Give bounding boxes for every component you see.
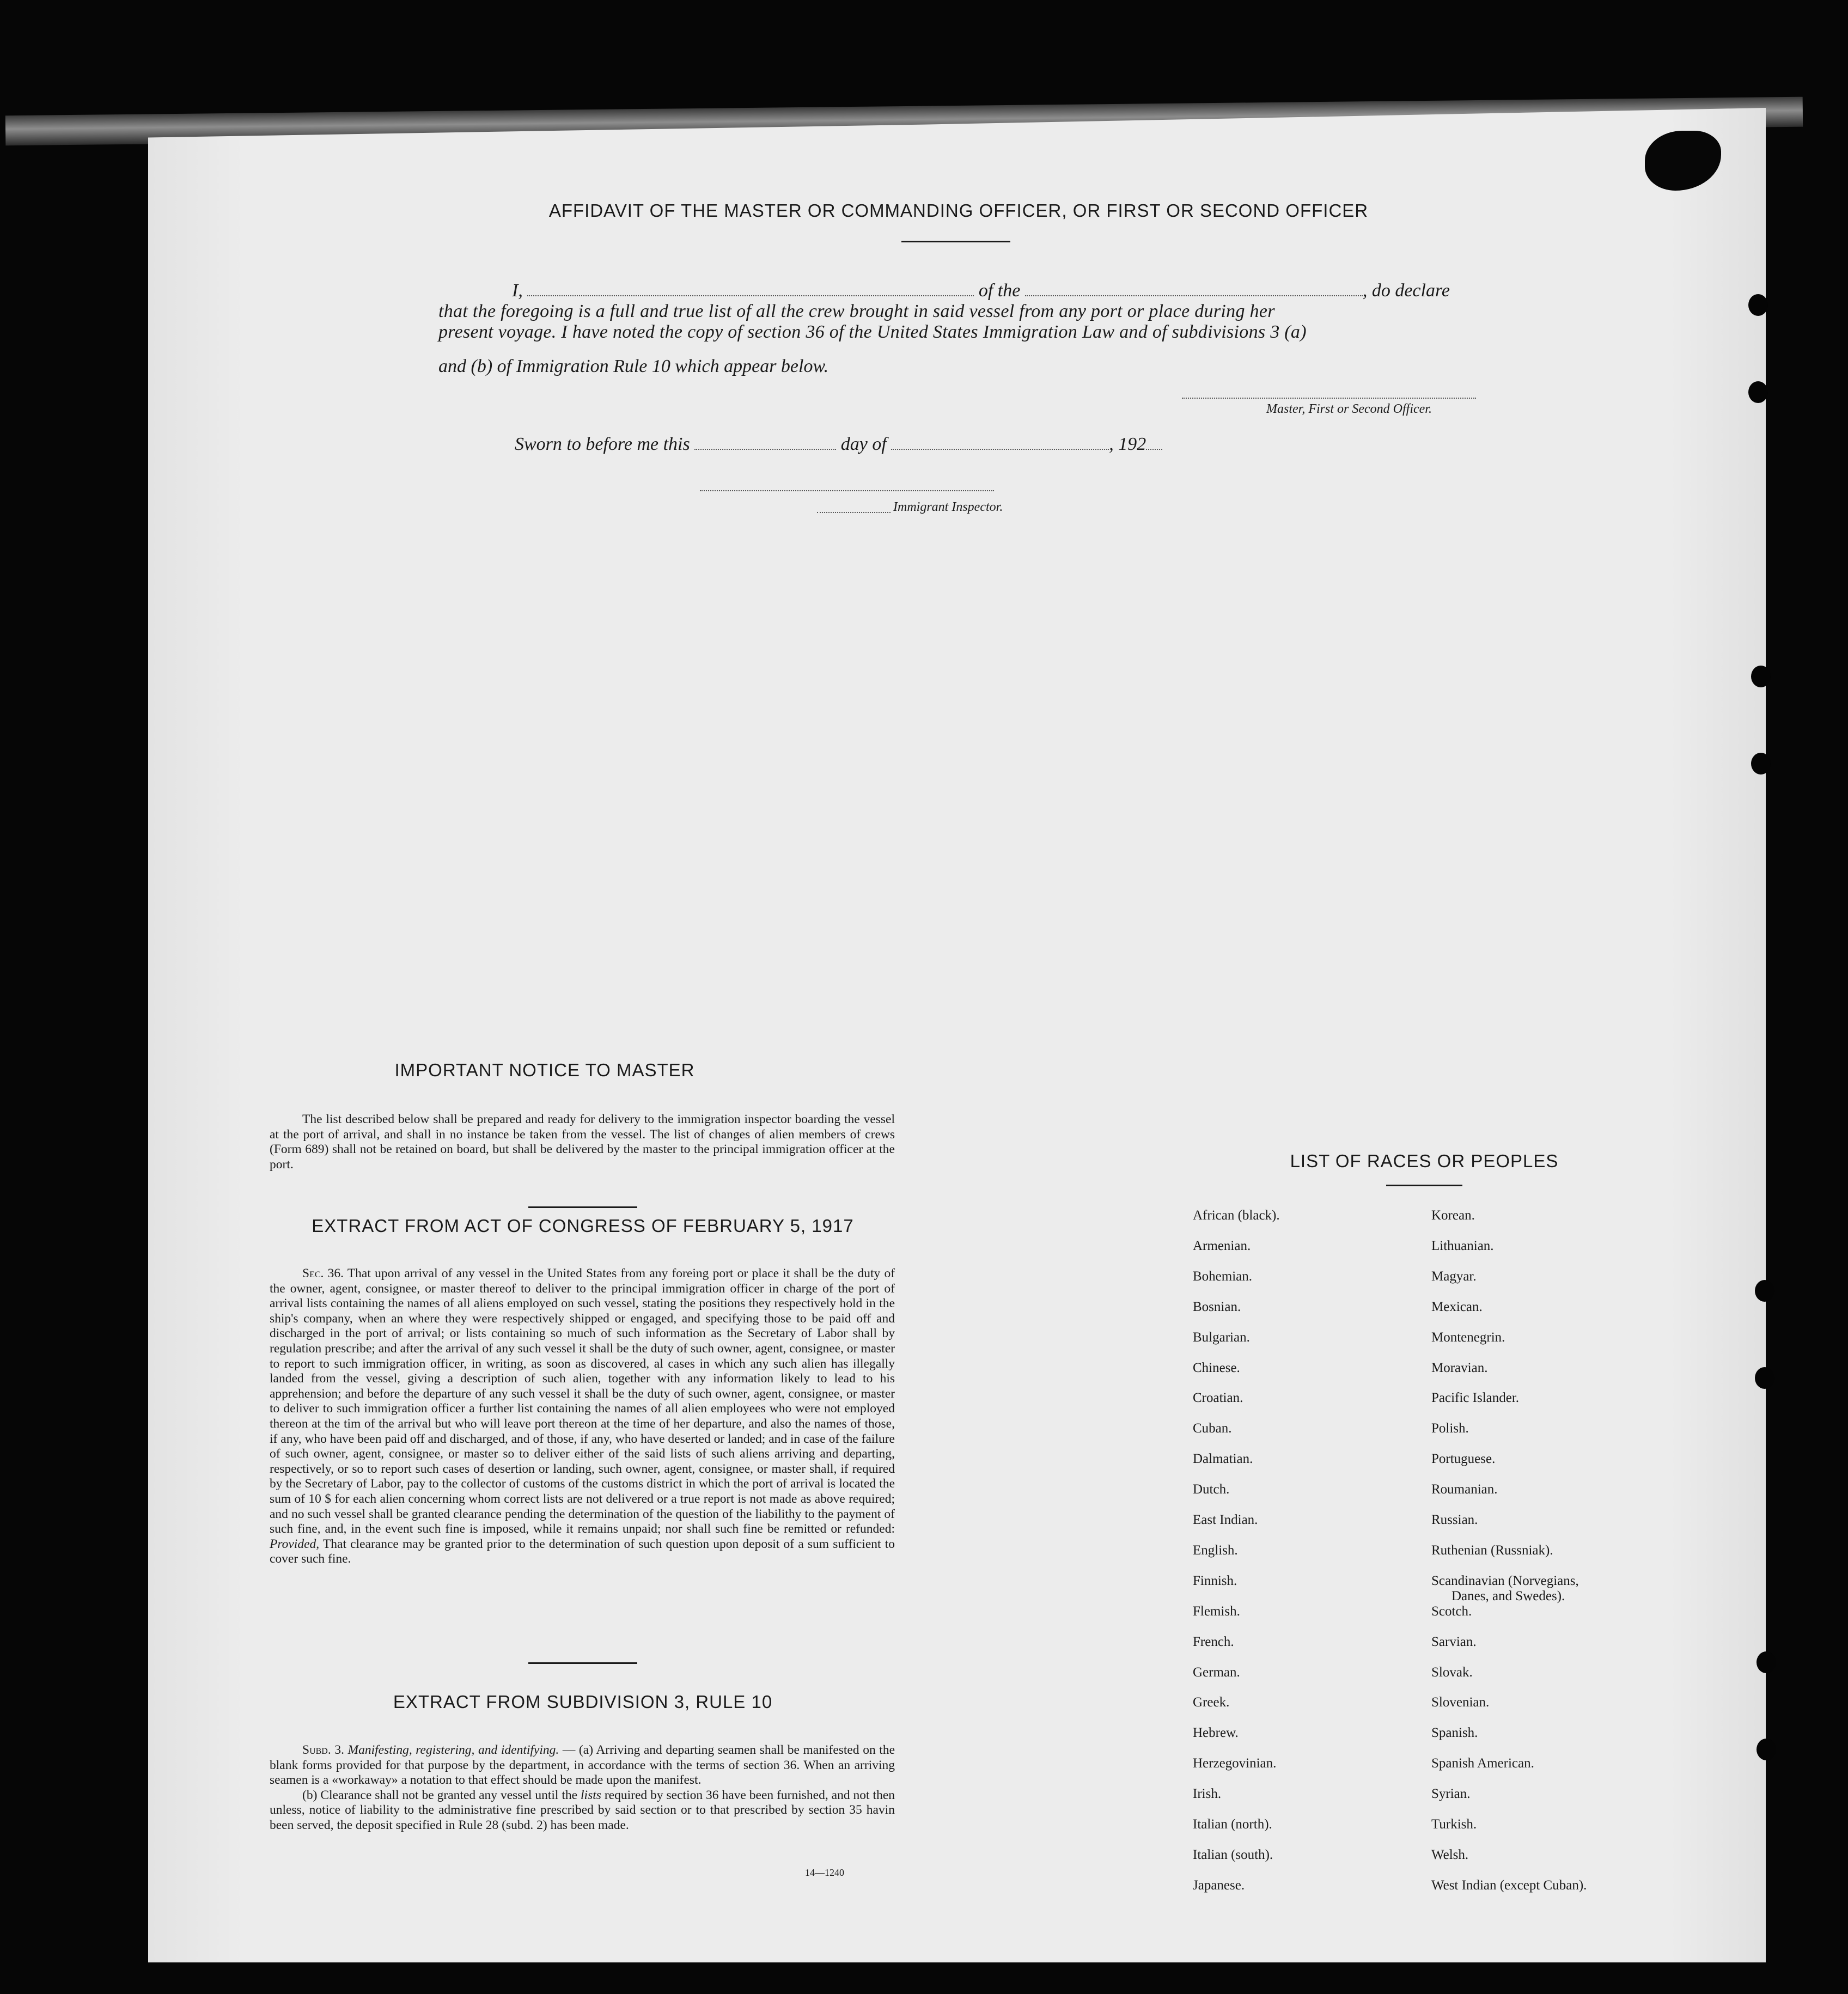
race-item: Welsh.	[1431, 1847, 1469, 1862]
race-item: Herzegovinian.	[1193, 1756, 1277, 1771]
race-item: Scotch.	[1431, 1603, 1472, 1619]
rule-para-b-end: required by section 36 have been furnished, and not then unless, notice of liability to the administrative fine prescribed by said section or to that prescribed by section 35 havin been served, the deposit specified in Rule 28 (subd. 2) has been made.	[270, 1788, 895, 1832]
race-item: Bosnian.	[1193, 1299, 1241, 1314]
races-title-rule	[1386, 1185, 1462, 1186]
affidavit-of-the: of the	[978, 280, 1021, 301]
race-item: Japanese.	[1193, 1877, 1245, 1893]
race-item: Flemish.	[1193, 1603, 1240, 1619]
race-item: Hebrew.	[1193, 1725, 1239, 1741]
rule-para-b-start: (b) Clearance shall not be granted any vessel until the	[302, 1788, 578, 1802]
affidavit-title: AFFIDAVIT OF THE MASTER OR COMMANDING OFFICER, OR FIRST OR SECOND OFFICER	[548, 200, 1369, 221]
punch-hole	[1756, 1651, 1776, 1673]
race-item: Lithuanian.	[1431, 1238, 1494, 1253]
act-body-end: That clearance may be granted prior to the determination of such question upon deposit of a sum sufficient to cover such fine.	[270, 1536, 895, 1566]
year-text: , 192	[1109, 434, 1146, 454]
race-item: Korean.	[1431, 1208, 1475, 1223]
act-title-rule	[528, 1206, 637, 1208]
rule-para-a: — (a) Arriving and departing seamen shall be manifested on the blank forms provided for that purpose by the department, in accordance with the terms of section 36. When an arriving seamen is a «workaway» a notation to that effect should be made upon the manifest.	[270, 1743, 895, 1788]
affidavit-line-2: that the foregoing is a full and true list of all the crew brought in said vessel from any port or place during her	[438, 301, 1275, 321]
form-number: 14—1240	[805, 1867, 844, 1878]
affidavit-declare: , do declare	[1362, 280, 1450, 301]
race-item: Pacific Islander.	[1431, 1391, 1520, 1406]
race-item: Scandinavian (Norvegians,	[1431, 1573, 1579, 1588]
punch-hole	[1755, 1367, 1774, 1389]
affidavit-line-4: and (b) of Immigration Rule 10 which appear below.	[438, 356, 829, 376]
race-item: Bulgarian.	[1193, 1330, 1250, 1345]
inspector-leader	[817, 512, 891, 513]
vessel-field[interactable]	[1025, 295, 1363, 296]
sworn-day-field[interactable]	[694, 449, 836, 450]
rule-subd-title: Manifesting, registering, and identifying.	[347, 1743, 559, 1757]
punch-hole	[1748, 294, 1768, 316]
punch-hole	[1751, 753, 1771, 775]
race-item: Spanish American.	[1431, 1756, 1534, 1771]
punch-hole	[1755, 1280, 1774, 1302]
race-item: Dutch.	[1193, 1482, 1230, 1497]
race-item: Finnish.	[1193, 1573, 1237, 1588]
rule-para-b-lists: lists	[581, 1788, 601, 1802]
race-item: East Indian.	[1193, 1513, 1258, 1527]
name-field[interactable]	[527, 295, 974, 296]
race-item: Slovenian.	[1431, 1695, 1490, 1710]
race-item: Syrian.	[1431, 1786, 1471, 1802]
race-item: Italian (north).	[1193, 1817, 1272, 1832]
rule-title-rule	[528, 1662, 637, 1664]
races-title: LIST OF RACES OR PEOPLES	[1290, 1151, 1559, 1171]
race-item: West Indian (except Cuban).	[1431, 1877, 1587, 1893]
act-text	[270, 1266, 895, 1567]
day-of-text: day of	[840, 434, 887, 454]
race-item: Slovak.	[1431, 1664, 1473, 1680]
race-item: Russian.	[1431, 1513, 1478, 1527]
notice-text	[270, 1112, 895, 1172]
rule-title: EXTRACT FROM SUBDIVISION 3, RULE 10	[393, 1692, 773, 1712]
race-item: Armenian.	[1193, 1238, 1251, 1253]
race-item: Greek.	[1193, 1695, 1230, 1710]
race-item: Polish.	[1431, 1421, 1469, 1436]
sworn-text: Sworn to before me this	[515, 434, 690, 454]
race-item: German.	[1193, 1664, 1240, 1680]
signature-label: Master, First or Second Officer.	[1266, 402, 1432, 416]
race-item: Dalmatian.	[1193, 1452, 1253, 1467]
race-item: Cuban.	[1193, 1421, 1232, 1436]
race-item: Moravian.	[1431, 1360, 1488, 1375]
race-item: Turkish.	[1431, 1817, 1477, 1832]
act-body: That upon arrival of any vessel in the United States from any foreing port or place it shall be the duty of the owner, agent, consignee, or master thereof to deliver to the principal immigration officer in charge of the port of arrival lists containing the names of all aliens employed on such vessel, stating the positions they respectively hold in the ship's company, when an where they were respectively shipped or engaged, and specifying those to be paid off and discharged in the port of arrival; or lists containing so much of such information as the Secretary of Labor shall by regulation prescribe; and after the arrival of any such vessel it shall be the duty of such owner, agent, consignee, or master to report to such immigration officer, in writing, as soon as discovered, al cases in which any such alien has illegally landed from the vessel, giving a description of such alien, together with any information likely to lead to his apprehension; and before the departure of any such vessel it shall be the duty of such owner, agent, consignee, or master to deliver to such immigration officer a further list containing the names of all alien employees who were not employed thereon at the tim of the arrival but who will leave port thereon at the time of her departure, and also the names of those, if any, who have been paid off and discharged, and of those, if any, who have deserted or landed; and in case of the failure of such owner, agent, consignee, or master so to deliver either of the said lists of such aliens arriving and departing, respectively, or so to report such cases of desertion or landing, such owner, agent, consignee, or master shall, if required by the Secretary of Labor, pay to the collector of customs of the customs district in which the port of arrival is located the sum of 10 $ for each alien concerning whom correct lists are not delivered or a true report is not made as above required; and no such vessel shall be granted clearance pending the determination of the question of the liabilithy to the payment of such fine, and, in the event such fine is imposed, while it remains unpaid; nor shall such fine be remitted or refunded:	[270, 1266, 895, 1536]
race-item: Portuguese.	[1431, 1452, 1496, 1467]
inspector-signature-line[interactable]	[700, 490, 994, 491]
notice-title: IMPORTANT NOTICE TO MASTER	[394, 1060, 695, 1080]
race-item: Magyar.	[1431, 1269, 1477, 1284]
race-item: Ruthenian (Russniak).	[1431, 1542, 1553, 1558]
race-item: French.	[1193, 1634, 1234, 1649]
inspector-label: Immigrant Inspector.	[893, 500, 1003, 514]
race-item: Irish.	[1193, 1786, 1222, 1802]
rule-text	[270, 1743, 895, 1833]
race-item: African (black).	[1193, 1208, 1280, 1223]
affidavit-line-1	[512, 280, 1450, 301]
race-item: English.	[1193, 1542, 1238, 1558]
act-provided: Provided,	[270, 1536, 320, 1551]
race-item: Mexican.	[1431, 1299, 1483, 1314]
race-item: Danes, and Swedes).	[1451, 1588, 1565, 1603]
race-item: Sarvian.	[1431, 1634, 1477, 1649]
race-item: Montenegrin.	[1431, 1330, 1505, 1345]
affidavit-line-3: present voyage. I have noted the copy of section 36 of the United States Immigration Law and of subdivisions 3 (a)	[438, 322, 1307, 342]
race-item: Bohemian.	[1193, 1269, 1253, 1284]
sworn-line	[515, 434, 1162, 455]
rule-subd-label: Subd. 3.	[302, 1743, 344, 1757]
punch-hole	[1748, 381, 1768, 403]
affidavit-title-rule	[901, 241, 1010, 242]
act-title: EXTRACT FROM ACT OF CONGRESS OF FEBRUARY 5, 1917	[312, 1216, 854, 1236]
year-field[interactable]	[1146, 449, 1162, 450]
punch-hole	[1756, 1739, 1776, 1760]
race-item: Roumanian.	[1431, 1482, 1498, 1497]
act-section-label: Sec. 36.	[302, 1266, 344, 1280]
document-page	[148, 108, 1766, 1962]
punch-hole	[1751, 666, 1771, 687]
notice-paragraph: The list described below shall be prepared and ready for delivery to the immigration inspector boarding the vessel at the port of arrival, and shall in no instance be taken from the vessel. The list of changes of alien members of crews (Form 689) shall not be retained on board, but shall be delivered by the master to the principal immigration officer at the port.	[270, 1112, 895, 1172]
signature-line[interactable]	[1182, 398, 1476, 399]
race-item: Italian (south).	[1193, 1847, 1273, 1862]
sworn-month-field[interactable]	[891, 449, 1109, 450]
race-item: Spanish.	[1431, 1725, 1478, 1741]
affidavit-i: I,	[512, 280, 523, 301]
race-item: Croatian.	[1193, 1391, 1243, 1406]
race-item: Chinese.	[1193, 1360, 1240, 1375]
